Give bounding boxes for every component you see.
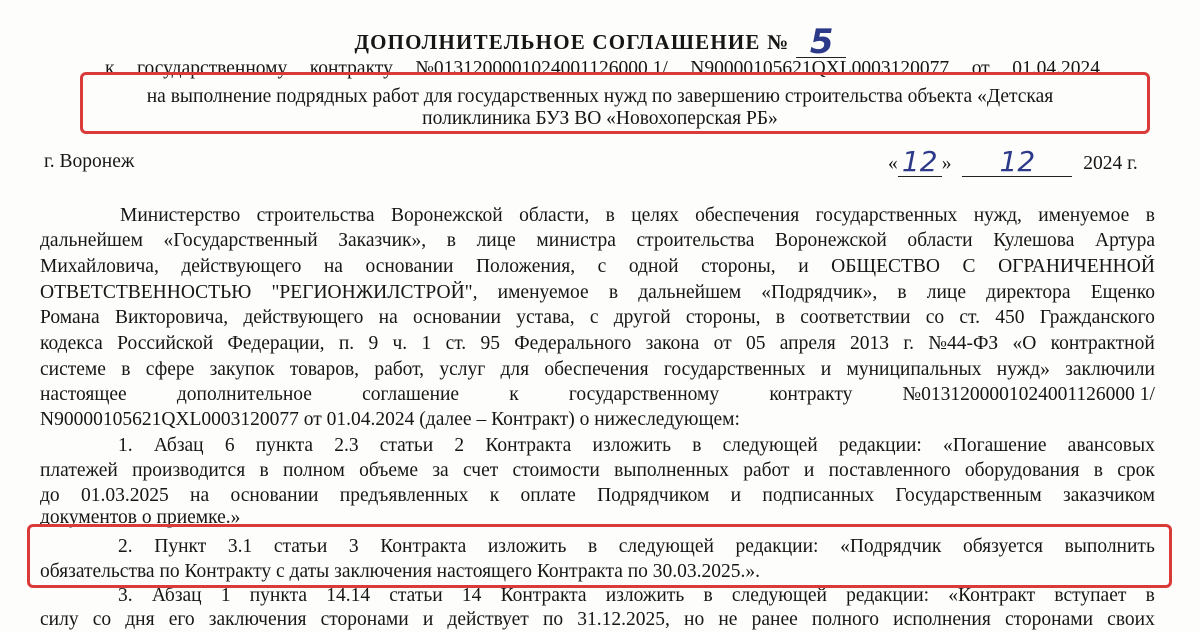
word: действующего (181, 256, 302, 277)
word: кодекса (40, 333, 103, 354)
word: не (718, 609, 738, 630)
word: другой (613, 307, 671, 328)
subject-line-1: на выполнение подрядных работ для государственных нужд по завершению строительства объекта «Детская (146, 86, 1054, 107)
word: выполненных (614, 460, 729, 481)
word: стоимости (512, 460, 600, 481)
word: в (1093, 460, 1103, 481)
word: редакции: (735, 536, 819, 557)
word: но (684, 609, 705, 630)
word: 2.3 (334, 435, 359, 456)
word: изложить (605, 585, 685, 606)
word: 05 (745, 333, 766, 354)
word: 2 (454, 435, 465, 456)
word: Артура (1094, 230, 1155, 251)
word: ОТВЕТСТВЕННОСТЬЮ (40, 282, 252, 303)
title-text: ДОПОЛНИТЕЛЬНОЕ СОГЛАШЕНИЕ № (354, 30, 790, 54)
word: области (907, 230, 973, 251)
word: следующей (722, 435, 818, 456)
word: министра (536, 230, 616, 251)
word: 14 (461, 585, 482, 606)
word: основании (230, 485, 319, 506)
word: обеспечения (695, 205, 800, 226)
word: «Подрядчик», (761, 282, 878, 303)
word: дальнейшем (40, 230, 143, 251)
word: пункта (249, 585, 308, 606)
date-field (888, 145, 1138, 178)
word: следующей (618, 536, 714, 557)
word: в (1145, 585, 1155, 606)
word: Контракта (380, 536, 467, 557)
word: работ, (374, 359, 425, 380)
word: редакции: (846, 585, 930, 606)
word: стороны, (701, 256, 776, 277)
word: дня (125, 609, 155, 630)
word: 14.14 (326, 585, 371, 606)
word: муниципальных (846, 359, 982, 380)
body-line (40, 383, 1155, 407)
word: заключения (208, 609, 307, 630)
word: лице (926, 282, 966, 303)
word: от (971, 58, 990, 79)
word: Пункт (154, 536, 207, 557)
word: №44-ФЗ (928, 333, 999, 354)
word: полного (811, 609, 880, 630)
word: выполнить (1064, 536, 1155, 557)
word: 2. (118, 536, 133, 557)
word: 3.1 (227, 536, 253, 557)
word: контрактной (1050, 333, 1155, 354)
word: Абзац (153, 435, 204, 456)
word: пункта (255, 435, 314, 456)
word: настоящее (40, 384, 127, 405)
word: производится (132, 460, 246, 481)
body-line (40, 281, 1155, 305)
word: директора (986, 282, 1071, 303)
word: сторонами (1004, 609, 1094, 630)
body-line (40, 229, 1155, 253)
handwritten-agreement-number: 5 (796, 27, 846, 58)
word: «Подрядчик (840, 536, 942, 557)
word: в (775, 307, 785, 328)
word: на (378, 307, 398, 328)
word: государственных (815, 205, 958, 226)
word: строительства (636, 230, 755, 251)
word: С (962, 256, 976, 277)
word: дальнейшем (638, 282, 742, 303)
word: №0131200001024001126000 1/ (415, 58, 668, 79)
word: от (713, 333, 732, 354)
body-line (40, 255, 1155, 279)
word: к (489, 485, 500, 506)
word: полном (283, 460, 345, 481)
word: и (803, 460, 815, 481)
body-line: N90000105621QXL0003120077 от 01.04.2024 (далее – Контракт) о нижеследующем: (40, 409, 740, 430)
word: соответствии (800, 307, 911, 328)
word: ст. (959, 307, 980, 328)
word: следующей (731, 585, 827, 606)
word: в (121, 359, 131, 380)
word: Заказчик», (338, 230, 427, 251)
word: Федерального (514, 333, 632, 354)
word: 6 (224, 435, 235, 456)
word: 31.12.2025, (577, 609, 670, 630)
word: г. (903, 333, 915, 354)
body-line (120, 204, 1155, 228)
word: государственному (136, 58, 288, 79)
word: строительства (256, 205, 375, 226)
body-line (40, 484, 1155, 508)
word: действующего (243, 307, 364, 328)
word: платежей (40, 460, 118, 481)
body-line: обязательства по Контракту с даты заключения настоящего Контракта по 30.03.2025.». (40, 561, 761, 582)
word: в (1145, 205, 1155, 226)
word: Воронежской (390, 205, 503, 226)
word: 3 (348, 536, 359, 557)
word: закупок (209, 359, 275, 380)
word: для (500, 359, 530, 380)
word: Романа (40, 307, 100, 328)
word: целях (631, 205, 679, 226)
word: на (190, 485, 210, 506)
word: Абзац (151, 585, 202, 606)
body-line (40, 306, 1155, 330)
word: «Контракт (948, 585, 1036, 606)
word: именуемое (497, 282, 589, 303)
word: п. (338, 333, 355, 354)
word: 1 (220, 585, 231, 606)
word: поставленного (828, 460, 951, 481)
highlight-box-subject (80, 72, 1150, 134)
word: и (422, 609, 434, 630)
body-line (40, 608, 1155, 632)
word: счет (463, 460, 499, 481)
word: своих (1107, 609, 1155, 630)
body-line (40, 332, 1155, 356)
word: и (798, 256, 809, 277)
word: контракту (309, 58, 393, 79)
word: соглашение (362, 384, 460, 405)
highlight-box-clause-2 (27, 524, 1172, 588)
word: системе (40, 359, 106, 380)
word: "РЕГИОНЖИЛСТРОЙ", (271, 282, 478, 303)
word: Воронежской (775, 230, 887, 251)
word: в (605, 205, 615, 226)
word: работ (743, 460, 790, 481)
word: обеспечения (544, 359, 649, 380)
word: в (692, 435, 702, 456)
word: редакции: (838, 435, 922, 456)
word: «Погашение (943, 435, 1047, 456)
word: сфере (145, 359, 195, 380)
word: области, (519, 205, 590, 226)
word: устава, (516, 307, 575, 328)
word: 1 (421, 333, 432, 354)
word: с (597, 256, 607, 277)
quote-close: » (941, 153, 952, 174)
word: с (589, 307, 599, 328)
handwritten-month: 12 (999, 145, 1036, 178)
word: на (323, 256, 343, 277)
word: вступает (1054, 585, 1127, 606)
word: услуг (439, 359, 486, 380)
word: в (446, 230, 456, 251)
date-day-field (898, 145, 942, 178)
word: апреля (779, 333, 836, 354)
word: Викторовича, (114, 307, 229, 328)
word: силу (40, 609, 79, 630)
word: исполнения (893, 609, 991, 630)
word: Контракта (485, 435, 572, 456)
word: ОБЩЕСТВО (831, 256, 941, 277)
city: г. Воронеж (44, 151, 135, 172)
word: N90000105621QXL0003120077 (690, 58, 950, 79)
word: государственных (663, 359, 806, 380)
word: 9 (368, 333, 379, 354)
word: к (509, 384, 519, 405)
body-line (40, 459, 1155, 483)
word: и (820, 359, 832, 380)
word: объеме (359, 460, 419, 481)
subject-line-2: поликлиника БУЗ ВО «Новохоперская РБ» (422, 108, 778, 129)
word: сторонами (320, 609, 409, 630)
word: стороны, (685, 307, 761, 328)
body-line (40, 358, 1155, 382)
word: 01.04.2024 (1012, 58, 1100, 79)
word: одной (628, 256, 679, 277)
word: «Государственный (163, 230, 318, 251)
word: и (730, 485, 742, 506)
word: 01.03.2025 (80, 485, 169, 506)
word: 450 (995, 307, 1025, 328)
word: №0131200001024001126000 1/ (902, 384, 1155, 405)
word: 3. (118, 585, 133, 606)
word: статьи (273, 536, 328, 557)
word: дополнительное (176, 384, 312, 405)
word: изложить (487, 536, 567, 557)
word: его (168, 609, 195, 630)
word: заключили (1065, 359, 1155, 380)
word: изложить (592, 435, 671, 456)
word: ст. (445, 333, 467, 354)
body-line: документов о приемке.» (40, 507, 241, 528)
word: именуемое (1038, 205, 1130, 226)
word: Министерство (120, 205, 241, 226)
word: в (897, 282, 907, 303)
body-line (118, 434, 1155, 458)
word: оплате (520, 485, 576, 506)
word: Подрядчиком (597, 485, 710, 506)
word: обязуется (963, 536, 1043, 557)
word: по (542, 609, 564, 630)
word: нужд» (996, 359, 1050, 380)
word: Положения, (475, 256, 576, 277)
word: государственному (568, 384, 720, 405)
word: к (105, 58, 115, 79)
date-month-field (962, 145, 1072, 178)
word: «О (1012, 333, 1037, 354)
word: Ещенко (1090, 282, 1155, 303)
word: 1. (118, 435, 133, 456)
word: лице (476, 230, 516, 251)
word: контракту (769, 384, 853, 405)
word: Федерации, (227, 333, 325, 354)
word: статьи (389, 585, 443, 606)
word: ранее (751, 609, 798, 630)
word: заказчиком (1063, 485, 1155, 506)
word: статьи (379, 435, 434, 456)
word: Государственным (895, 485, 1042, 506)
word: срок (1117, 460, 1155, 481)
word: со (925, 307, 945, 328)
handwritten-day: 12 (901, 145, 938, 178)
word: действует (447, 609, 529, 630)
word: в (587, 536, 598, 557)
word: основании (365, 256, 454, 277)
word: Кулешова (993, 230, 1075, 251)
quote-open: « (888, 153, 898, 174)
word: в (703, 585, 713, 606)
word: Гражданского (1039, 307, 1155, 328)
word: 95 (480, 333, 500, 354)
word: авансовых (1067, 435, 1155, 456)
word: оборудования (964, 460, 1080, 481)
word: в (259, 460, 269, 481)
word: основании (413, 307, 501, 328)
word: Михайловича, (40, 256, 159, 277)
word: нужд, (973, 205, 1022, 226)
word: предъявленных (339, 485, 469, 506)
word: ч. (392, 333, 408, 354)
word: в (608, 282, 619, 303)
word: подписанных (762, 485, 875, 506)
document-title (0, 22, 1200, 62)
date-year: 2024 г. (1083, 153, 1138, 174)
word: товаров, (289, 359, 360, 380)
word: Российской (117, 333, 214, 354)
word: ОГРАНИЧЕННОЙ (998, 256, 1155, 277)
word: со (92, 609, 112, 630)
word: закона (645, 333, 700, 354)
word: 2013 (850, 333, 890, 354)
word: до (40, 485, 60, 506)
word: за (432, 460, 449, 481)
word: Контракта (500, 585, 587, 606)
